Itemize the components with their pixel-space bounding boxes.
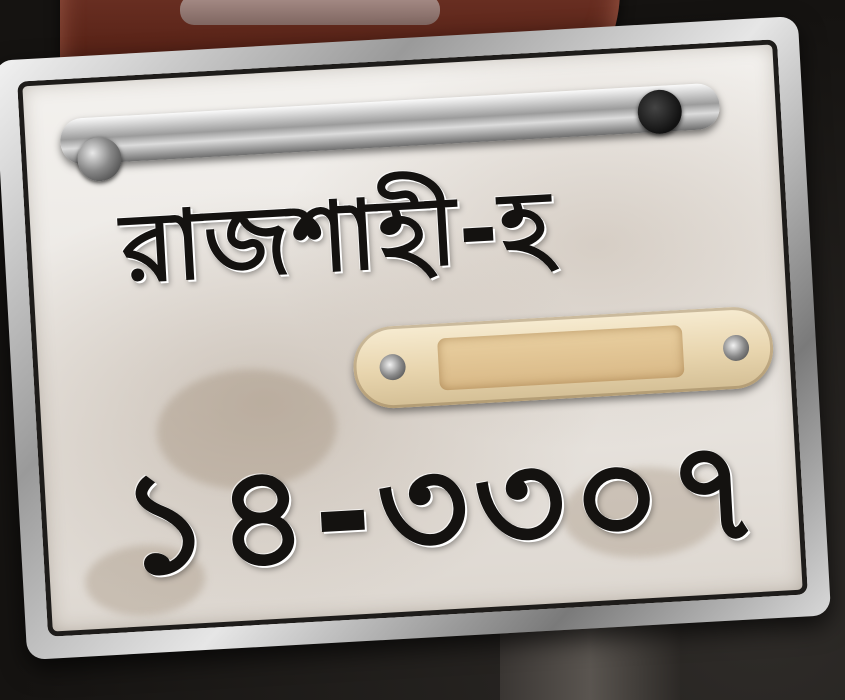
reflector-screw-left [379, 353, 406, 380]
plate-registration-number: ১৪-৩৩০৭ [115, 408, 770, 608]
plate-region-text: রাজশাহী-হ [118, 169, 556, 306]
plate-reflector-holder [351, 305, 775, 410]
chrome-light-bar [59, 83, 721, 166]
license-plate [17, 39, 808, 637]
license-plate-frame [0, 16, 831, 660]
reflector-screw-right [722, 334, 749, 361]
reflector-window [437, 325, 685, 391]
